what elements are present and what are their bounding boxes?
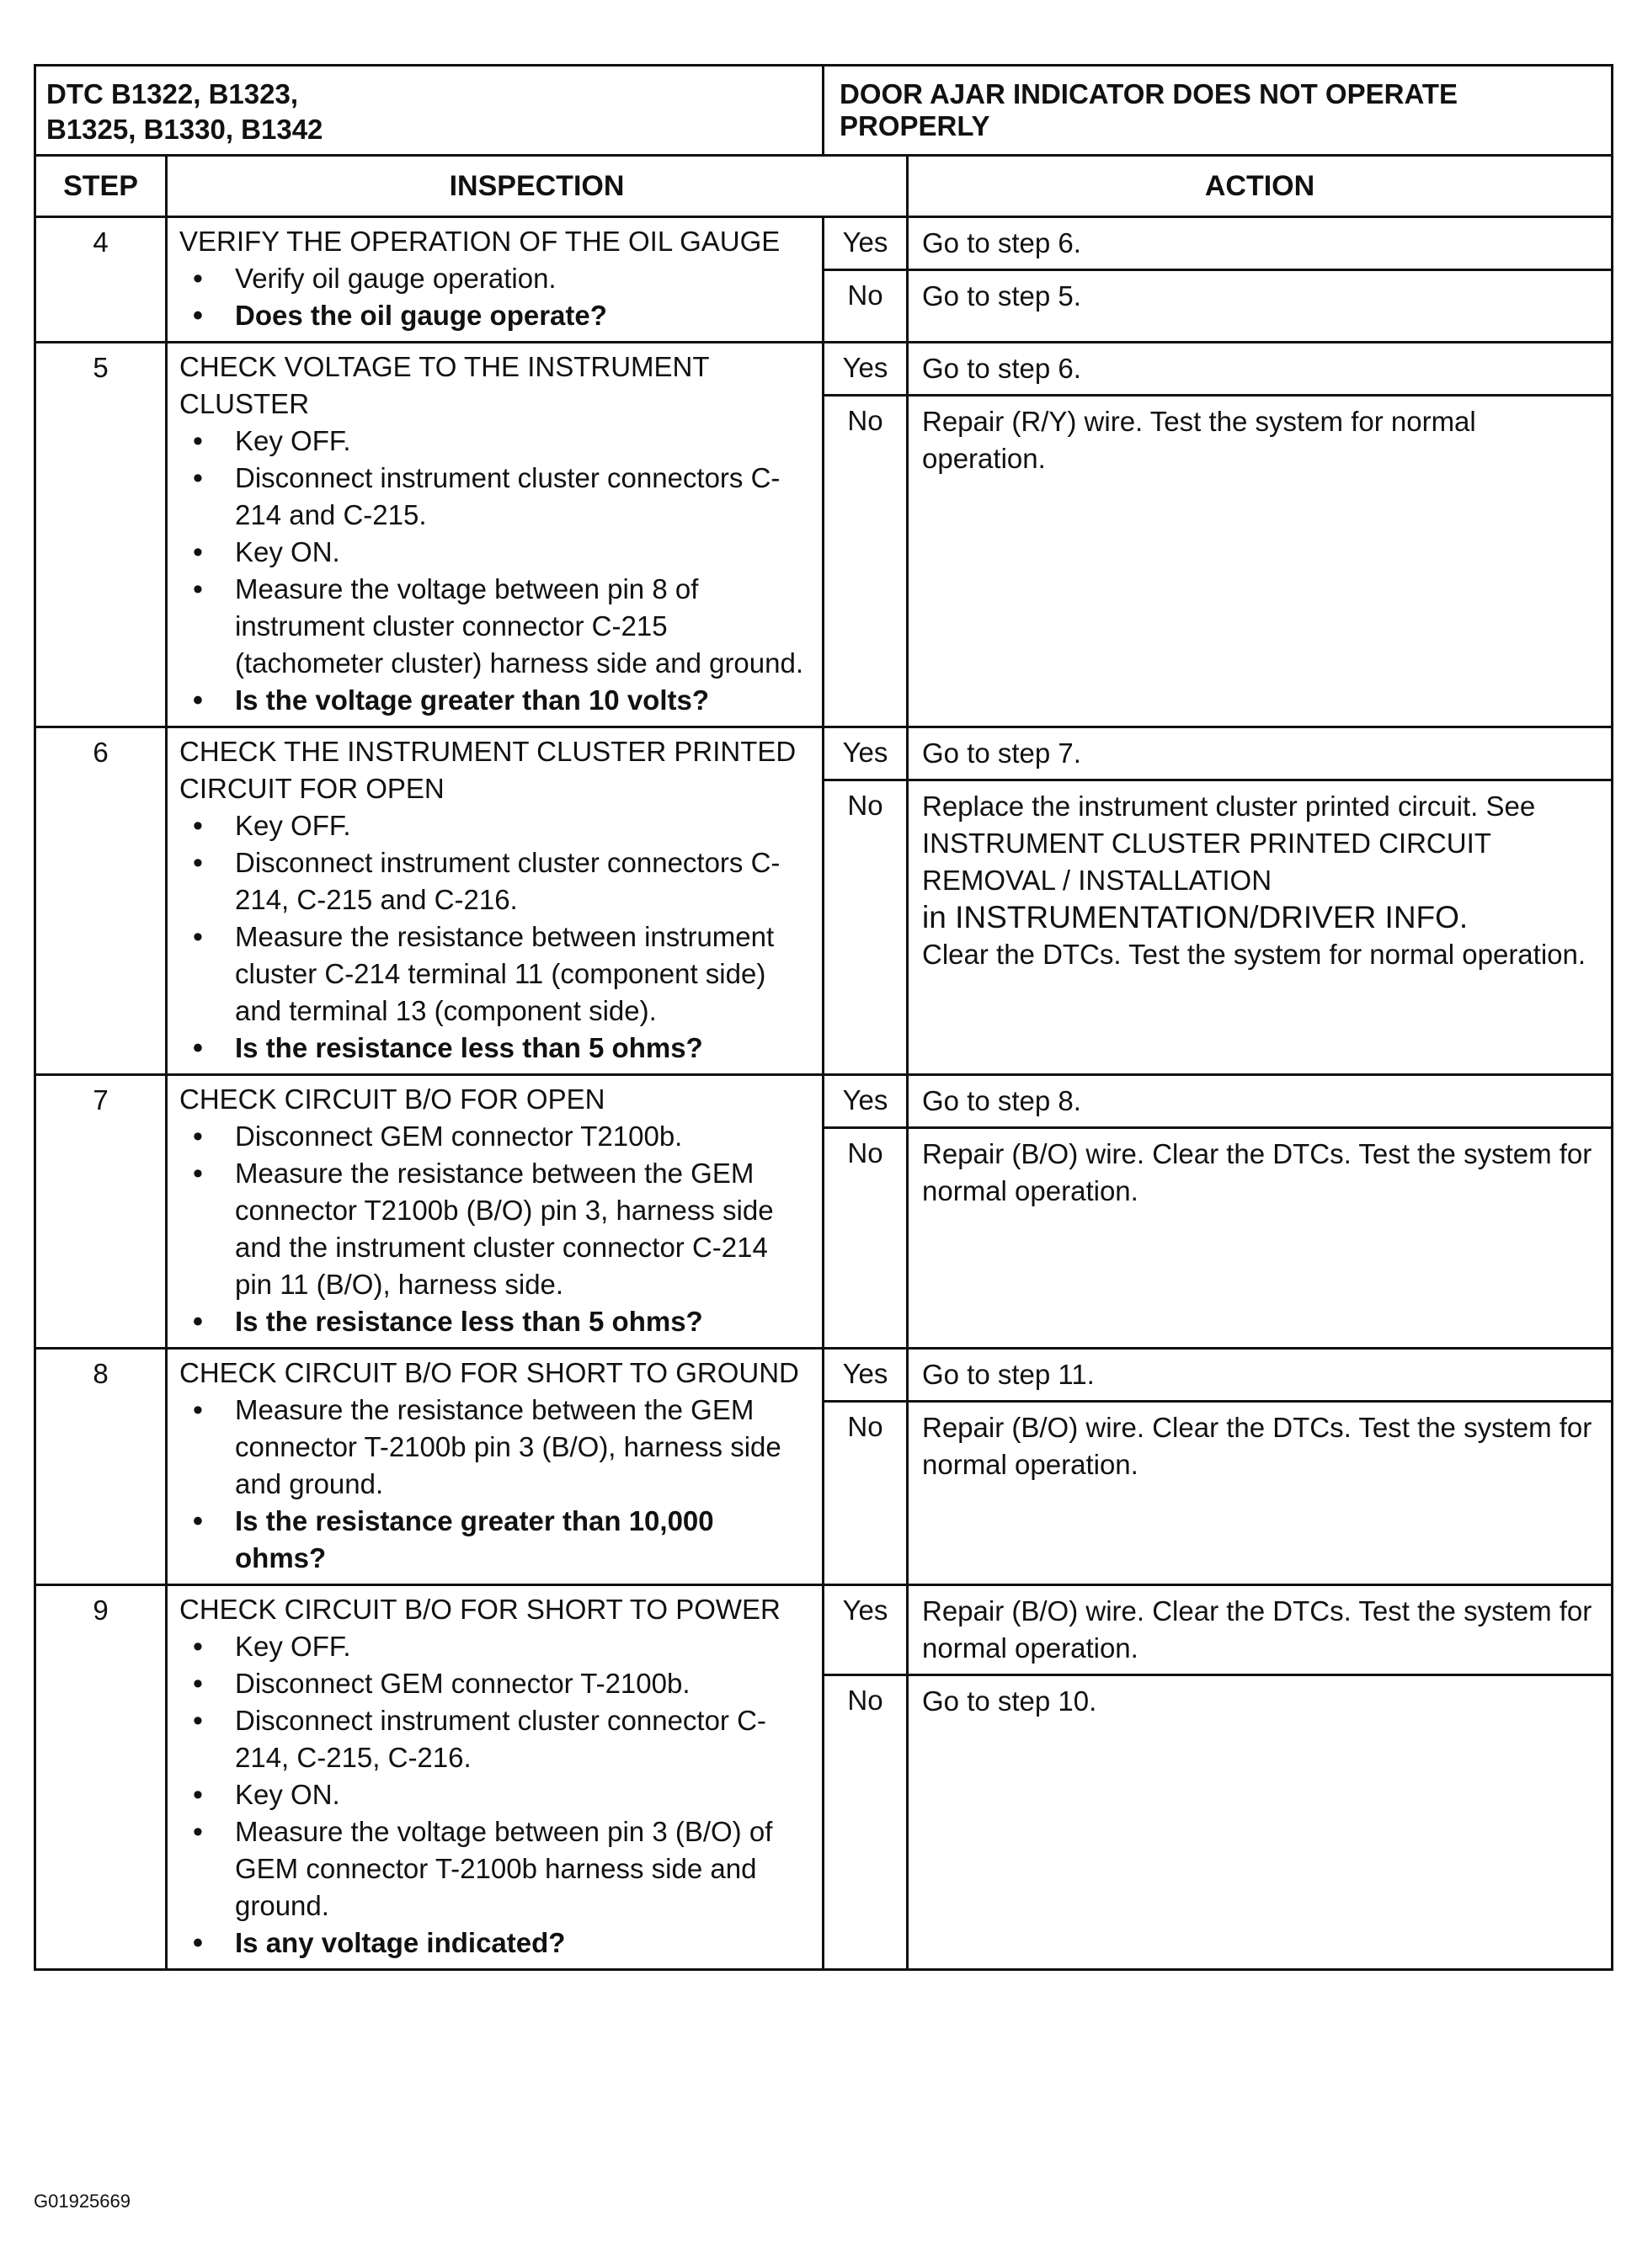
- list-item: • Disconnect instrument cluster connectors C-214, C-215 and C-216.: [179, 844, 810, 918]
- table-header-row: [35, 66, 1613, 156]
- step-question: • Is the resistance less than 5 ohms?: [179, 1030, 810, 1067]
- table-row: [35, 217, 1613, 270]
- column-header-row: [35, 156, 1613, 217]
- answer-yes: Yes: [824, 1349, 908, 1402]
- step-inspection: [167, 217, 824, 343]
- action-no: Repair (B/O) wire. Clear the DTCs. Test the system for normal operation.: [908, 1128, 1613, 1349]
- step-checklist: [179, 260, 810, 334]
- step-heading: CHECK VOLTAGE TO THE INSTRUMENT CLUSTER: [179, 351, 709, 419]
- step-question: • Is the voltage greater than 10 volts?: [179, 682, 810, 719]
- step-heading: CHECK THE INSTRUMENT CLUSTER PRINTED CIRCUIT FOR OPEN: [179, 736, 797, 804]
- list-item: • Disconnect GEM connector T-2100b.: [179, 1665, 810, 1702]
- step-question: • Is the resistance greater than 10,000 ohms?: [179, 1503, 810, 1577]
- step-inspection: [167, 1585, 824, 1970]
- step-question: • Does the oil gauge operate?: [179, 297, 810, 334]
- dtc-codes-line-1: DTC B1322, B1323,: [46, 78, 298, 109]
- diagnostic-table: [34, 64, 1613, 1971]
- list-item: • Verify oil gauge operation.: [179, 260, 810, 297]
- answer-no: No: [824, 1675, 908, 1970]
- action-yes: Go to step 7.: [908, 727, 1613, 780]
- answer-no: No: [824, 270, 908, 343]
- step-inspection: [167, 1349, 824, 1585]
- step-inspection: [167, 343, 824, 727]
- action-no: Go to step 10.: [908, 1675, 1613, 1970]
- answer-yes: Yes: [824, 343, 908, 396]
- action-no: Go to step 5.: [908, 270, 1613, 343]
- step-heading: CHECK CIRCUIT B/O FOR SHORT TO GROUND: [179, 1357, 799, 1388]
- table-row: [35, 727, 1613, 780]
- step-heading: VERIFY THE OPERATION OF THE OIL GAUGE: [179, 226, 781, 257]
- list-item: • Measure the voltage between pin 8 of instrument cluster connector C-215 (tachometer cluster) harness side and ground.: [179, 571, 810, 682]
- table-title: DOOR AJAR INDICATOR DOES NOT OPERATE PROPERLY: [824, 66, 1613, 156]
- step-number: 8: [35, 1349, 167, 1585]
- action-no: [908, 780, 1613, 1075]
- list-item: • Measure the resistance between the GEM connector T-2100b pin 3 (B/O), harness side and ground.: [179, 1392, 810, 1503]
- action-no-line: Replace the instrument cluster printed circuit. See INSTRUMENT CLUSTER PRINTED CIRCUIT REMOVAL / INSTALLATION: [922, 791, 1536, 896]
- action-yes: Go to step 6.: [908, 217, 1613, 270]
- action-no: Repair (R/Y) wire. Test the system for normal operation.: [908, 396, 1613, 727]
- column-header-inspection: INSPECTION: [167, 156, 908, 217]
- answer-no: No: [824, 780, 908, 1075]
- action-no-reference: in INSTRUMENTATION/DRIVER INFO.: [922, 900, 1469, 934]
- list-item: • Disconnect GEM connector T2100b.: [179, 1118, 810, 1155]
- answer-no: No: [824, 396, 908, 727]
- table-row: [35, 1349, 1613, 1402]
- column-header-action: ACTION: [908, 156, 1613, 217]
- step-inspection: [167, 1075, 824, 1349]
- list-item: • Key ON.: [179, 1776, 810, 1813]
- table-row: [35, 1585, 1613, 1675]
- step-checklist: [179, 1628, 810, 1962]
- step-number: 7: [35, 1075, 167, 1349]
- list-item: • Measure the resistance between the GEM connector T2100b (B/O) pin 3, harness side and the instrument cluster connector C-214 pin 11 (B/O), harness side.: [179, 1155, 810, 1303]
- step-question: • Is the resistance less than 5 ohms?: [179, 1303, 810, 1340]
- dtc-codes-cell: [35, 66, 824, 156]
- step-inspection: [167, 727, 824, 1075]
- list-item: • Key OFF.: [179, 1628, 810, 1665]
- step-checklist: [179, 1118, 810, 1340]
- answer-yes: Yes: [824, 217, 908, 270]
- figure-id: G01925669: [34, 2191, 131, 2212]
- step-checklist: [179, 423, 810, 719]
- list-item: • Key OFF.: [179, 423, 810, 460]
- action-yes: Go to step 8.: [908, 1075, 1613, 1128]
- table-row: [35, 343, 1613, 396]
- step-number: 4: [35, 217, 167, 343]
- column-header-step: STEP: [35, 156, 167, 217]
- step-number: 9: [35, 1585, 167, 1970]
- step-question: • Is any voltage indicated?: [179, 1925, 810, 1962]
- answer-no: No: [824, 1128, 908, 1349]
- step-number: 6: [35, 727, 167, 1075]
- step-number: 5: [35, 343, 167, 727]
- step-checklist: [179, 807, 810, 1067]
- answer-yes: Yes: [824, 1075, 908, 1128]
- answer-yes: Yes: [824, 727, 908, 780]
- action-no: Repair (B/O) wire. Clear the DTCs. Test the system for normal operation.: [908, 1402, 1613, 1585]
- step-heading: CHECK CIRCUIT B/O FOR SHORT TO POWER: [179, 1594, 781, 1625]
- action-yes: Go to step 11.: [908, 1349, 1613, 1402]
- table-row: [35, 1075, 1613, 1128]
- list-item: • Measure the resistance between instrument cluster C-214 terminal 11 (component side) and terminal 13 (component side).: [179, 918, 810, 1030]
- answer-no: No: [824, 1402, 908, 1585]
- action-yes: Go to step 6.: [908, 343, 1613, 396]
- answer-yes: Yes: [824, 1585, 908, 1675]
- list-item: • Disconnect instrument cluster connector C-214, C-215, C-216.: [179, 1702, 810, 1776]
- list-item: • Key ON.: [179, 534, 810, 571]
- step-checklist: [179, 1392, 810, 1577]
- list-item: • Measure the voltage between pin 3 (B/O) of GEM connector T-2100b harness side and ground.: [179, 1813, 810, 1925]
- action-yes: Repair (B/O) wire. Clear the DTCs. Test the system for normal operation.: [908, 1585, 1613, 1675]
- action-no-line: Clear the DTCs. Test the system for normal operation.: [922, 939, 1586, 970]
- list-item: • Disconnect instrument cluster connectors C-214 and C-215.: [179, 460, 810, 534]
- step-heading: CHECK CIRCUIT B/O FOR OPEN: [179, 1083, 605, 1115]
- dtc-codes-line-2: B1325, B1330, B1342: [46, 114, 323, 145]
- list-item: • Key OFF.: [179, 807, 810, 844]
